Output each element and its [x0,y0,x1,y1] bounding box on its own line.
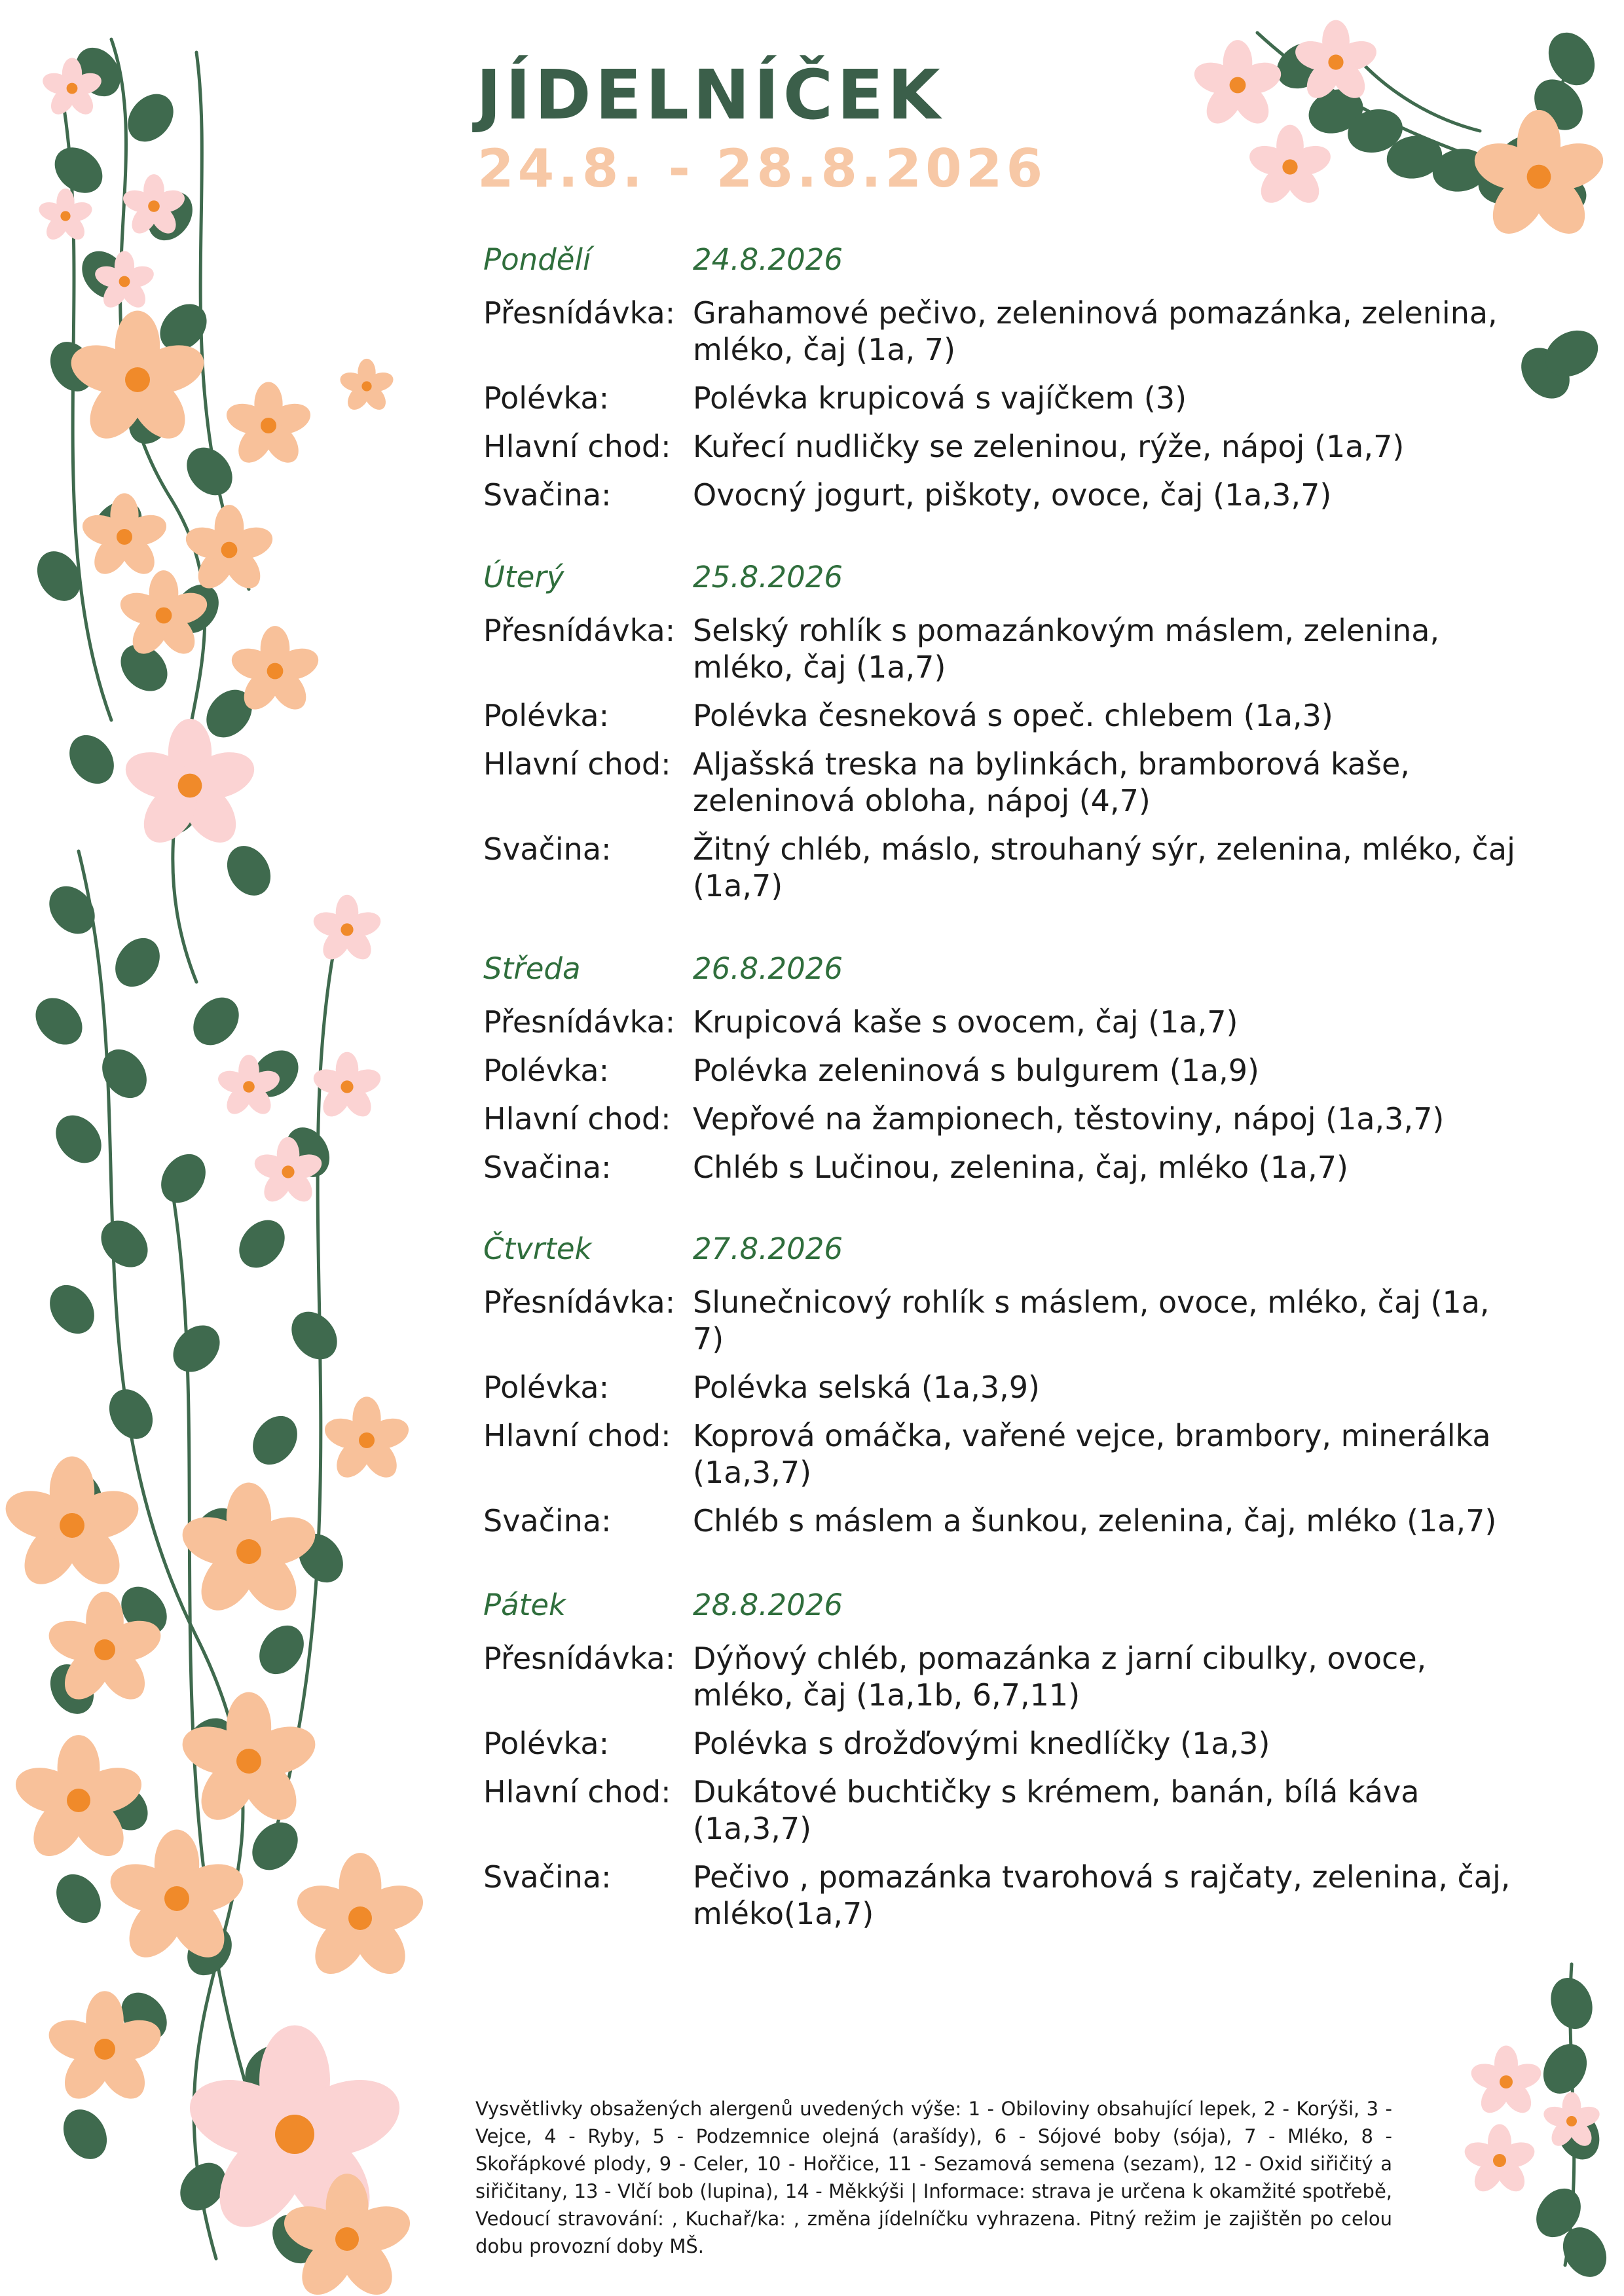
leaf-icon [278,1120,339,1185]
leaf-icon [1529,173,1588,220]
leaf-icon [1384,132,1446,183]
meal-label: Přesnídávka: [483,295,676,331]
meal-row [483,1284,1531,1357]
leaf-icon [1343,103,1408,158]
leaf-icon [120,386,181,452]
leaf-icon [1549,2102,1608,2166]
meal-text: Krupicová kaše s ovocem, čaj (1a,7) [693,1004,1238,1040]
meal-row [483,380,1531,416]
meal-label: Svačina: [483,831,612,867]
flower-icon [37,189,95,244]
leaf-icon [111,635,177,701]
meal-text: Chléb s máslem a šunkou, zelenina, čaj, mléko (1a,7) [693,1503,1497,1539]
leaf-icon [152,1146,215,1211]
flower-icon [182,505,277,595]
flower-icon [1462,2124,1538,2197]
meal-row [483,612,1531,685]
day-date: 28.8.2026 [693,1587,843,1622]
leaf-icon [244,1408,306,1473]
leaf-icon [73,242,137,308]
day-name: Středa [483,951,581,986]
flower-icon [278,2174,416,2296]
leaf-icon [177,1709,242,1774]
meal-text: Pečivo , pomazánka tvarohová s rajčaty, zelenina, čaj, mléko(1a,7) [693,1859,1511,1931]
flower-icon [79,493,170,580]
leaf-icon [29,543,90,609]
leaf-icon [151,295,216,360]
flower-icon [321,1396,413,1484]
meal-label: Svačina: [483,1150,612,1185]
leaf-icon [46,138,111,202]
leaf-icon [85,492,151,556]
flower-icon [40,58,104,118]
meal-text: Koprová omáčka, vařené vejce, brambory, minerálka (1a,3,7) [693,1418,1491,1490]
leaf-icon [42,1656,103,1722]
flower-icon [65,311,210,449]
leaf-icon [1537,321,1606,386]
flower-icon [176,1483,322,1621]
meal-text: Kuřecí nudličky se zeleninou, rýže, nápoj (1a,7) [693,429,1405,464]
meal-text: Žitný chléb, máslo, strouhaný sýr, zelenina, mléko, čaj (1a,7) [693,831,1515,903]
leaf-icon [47,1866,110,1931]
meal-row [483,1503,1531,1539]
leaf-icon [144,779,210,845]
leaf-icon [92,1774,157,1840]
leaf-icon [171,2154,235,2219]
meal-row [483,295,1531,368]
flower-icon [44,1991,166,2107]
meal-row [483,1859,1531,1932]
meal-label: Polévka: [483,380,610,416]
meal-row [483,1725,1531,1762]
flower-icon [180,2026,409,2244]
meal-text: Polévka česneková s opeč. chlebem (1a,3) [693,698,1333,733]
leaf-icon [1492,128,1559,187]
day-name: Pondělí [483,242,591,277]
leaf-icon [1477,160,1536,207]
leaf-icon [1535,2036,1596,2102]
leaf-icon [184,1499,248,1565]
day-header [483,236,1531,283]
flower-icon [1469,110,1610,244]
leaf-icon [178,1918,241,1984]
flower-icon [176,1692,322,1831]
meal-row [483,1101,1531,1137]
meal-text: Selský rohlík s pomazánkovým máslem, zelenina, mléko, čaj (1a,7) [693,613,1440,685]
leaf-icon [1540,24,1604,94]
stem-icon [170,1178,249,2095]
stem-icon [59,79,111,720]
leaf-icon [93,1041,156,1106]
meal-label: Svačina: [483,1859,612,1895]
leaf-icon [101,1381,162,1447]
leaf-icon [1544,1972,1599,2035]
meal-text: Slunečnicový rohlík s máslem, ovoce, mléko, čaj (1a, 7) [693,1285,1490,1357]
leaf-icon [250,1617,313,1683]
day-section [483,553,1531,904]
meal-row [483,1417,1531,1491]
flower-icon [10,1735,147,1866]
flower-icon [251,1137,325,1207]
meal-label: Hlavní chod: [483,746,671,782]
day-header [483,1581,1531,1628]
stem-icon [196,52,249,589]
meal-label: Hlavní chod: [483,1774,671,1810]
leaf-icon [242,1041,308,1106]
leaf-icon [26,989,92,1054]
flower-icon [0,1457,145,1595]
leaf-icon [230,1211,294,1277]
meal-label: Hlavní chod: [483,429,671,464]
leaf-icon [243,1813,307,1879]
leaf-icon [1430,145,1492,196]
flower-icon [1468,2046,1545,2119]
meal-text: Polévka s drožďovými knedlíčky (1a,3) [693,1726,1270,1761]
flower-icon [1190,40,1285,130]
leaf-icon [1524,70,1593,140]
day-name: Čtvrtek [483,1231,592,1266]
flower-icon [117,570,212,661]
meal-row [483,831,1531,904]
meal-text: Vepřové na žampionech, těstoviny, nápoj (1a,3,7) [693,1101,1445,1137]
leaf-icon [119,85,183,151]
meal-row [483,1369,1531,1406]
leaf-icon [1555,2219,1615,2285]
meal-row [483,1004,1531,1040]
leaf-icon [1268,33,1338,98]
leaf-icon [41,1277,103,1342]
meal-text: Dukátové buchtičky s krémem, banán, bílá káva (1a,3,7) [693,1774,1420,1846]
leaf-icon [289,1525,352,1591]
meal-label: Přesnídávka: [483,1641,676,1676]
flower-icon [338,359,396,414]
meal-label: Svačina: [483,1503,612,1539]
leaf-icon [106,930,169,995]
day-header [483,1225,1531,1272]
meal-text: Aljašská treska na bylinkách, bramborová kaše, zeleninová obloha, nápoj (4,7) [693,746,1410,818]
leaf-icon [92,1211,157,1277]
flower-icon [104,1830,249,1968]
leaf-icon [40,877,104,943]
day-name: Úterý [483,559,564,594]
leaf-icon [60,727,123,792]
leaf-icon [219,838,280,903]
leaf-icon [165,576,228,642]
date-range: 24.8. - 28.8.2026 [477,138,1047,199]
stem-icon [275,917,341,1833]
day-header [483,945,1531,992]
meal-text: Grahamové pečivo, zeleninová pomazánka, zelenina, mléko, čaj (1a, 7) [693,295,1498,367]
flower-icon [1291,20,1380,105]
meal-row [483,1774,1531,1847]
leaf-icon [197,681,261,746]
stem-icon [1526,39,1572,151]
day-section [483,236,1531,513]
stem-icon [1257,33,1578,190]
flower-icon [44,1592,166,1708]
meal-label: Polévka: [483,1370,610,1405]
meal-label: Přesnídávka: [483,1004,676,1040]
day-section [483,945,1531,1186]
leaf-icon [46,1460,111,1525]
meal-label: Polévka: [483,698,610,733]
flower-icon [310,1052,384,1122]
meal-row [483,1052,1531,1089]
meal-text: Dýňový chléb, pomazánka z jarní cibulky, ovoce, mléko, čaj (1a,1b, 6,7,11) [693,1641,1427,1713]
leaf-icon [112,1984,176,2049]
flower-icon [120,174,188,238]
meal-row [483,1640,1531,1713]
flower-icon [291,1853,429,1984]
day-date: 25.8.2026 [693,559,843,594]
flower-icon [92,251,157,312]
stem-icon [1342,39,1480,131]
flower-icon [228,626,323,716]
leaf-icon [67,39,130,105]
meal-label: Přesnídávka: [483,1285,676,1320]
meal-label: Polévka: [483,1726,610,1761]
leaf-icon [282,1303,346,1368]
leaf-icon [236,2036,301,2102]
flower-icon [120,719,261,852]
leaf-icon [263,2206,326,2272]
meal-text: Polévka zeleninová s bulgurem (1a,9) [693,1053,1259,1088]
leaf-icon [55,2102,116,2167]
meal-row [483,428,1531,465]
day-date: 26.8.2026 [693,951,843,986]
flower-icon [1541,2092,1602,2151]
meal-label: Hlavní chod: [483,1101,671,1137]
flower-icon [215,1055,283,1119]
day-header [483,553,1531,600]
meal-text: Chléb s Lučinou, zelenina, čaj, mléko (1a,7) [693,1150,1348,1185]
page-title: JÍDELNÍČEK [476,55,944,135]
stem-icon [79,851,243,2259]
leaf-icon [1527,2180,1590,2246]
meal-label: Polévka: [483,1053,610,1088]
day-date: 24.8.2026 [693,242,843,277]
leaf-icon [139,183,202,249]
day-section [483,1225,1531,1539]
flower-icon [310,895,384,965]
meal-row [483,746,1531,819]
leaf-icon [42,334,103,399]
meal-label: Svačina: [483,477,612,513]
day-name: Pátek [483,1587,566,1622]
meal-text: Ovocný jogurt, piškoty, ovoce, čaj (1a,3,7) [693,477,1332,513]
flower-icon [223,382,314,469]
allergen-legend: Vysvětlivky obsažených alergenů uvedených výše: 1 - Obiloviny obsahující lepek, 2 - Korýši, 3 - Vejce, 4 - Ryby, 5 - Podzemnice olejná (arašídy), 6 - Sójové boby (sója), 7 - Mléko, 8 - Skořápkové plody, 9 - Celer, 10 - Hořčice, 11 - Sezamová semena (sezam), 12 - Oxid siřičitý a siřičitany, 13 - Vlčí bob (lupina), 14 - Měkkýši | Informace: strava je určena k okamžité spotřebě, Vedoucí stravování: , Kuchař/ka: , změna jídelníčku vyhrazena. Pitný režim je zajištěn po celou dobu provozní doby MŠ. [475,2098,1392,2257]
leaf-icon [112,1578,176,1643]
stem-icon [111,39,205,982]
meal-row [483,697,1531,734]
day-date: 27.8.2026 [693,1231,843,1266]
meal-label: Přesnídávka: [483,613,676,648]
day-section [483,1581,1531,1932]
leaf-icon [46,1106,111,1172]
meal-text: Polévka krupicová s vajíčkem (3) [693,380,1187,416]
leaf-icon [177,439,242,504]
meal-row [483,477,1531,513]
leaf-icon [1302,82,1369,141]
stem-icon [1565,1964,1574,2265]
meal-text: Polévka selská (1a,3,9) [693,1370,1040,1405]
leaf-icon [184,989,248,1054]
meal-row [483,1149,1531,1186]
leaf-icon [164,1316,229,1381]
meal-label: Hlavní chod: [483,1418,671,1453]
flower-icon [1246,125,1334,210]
